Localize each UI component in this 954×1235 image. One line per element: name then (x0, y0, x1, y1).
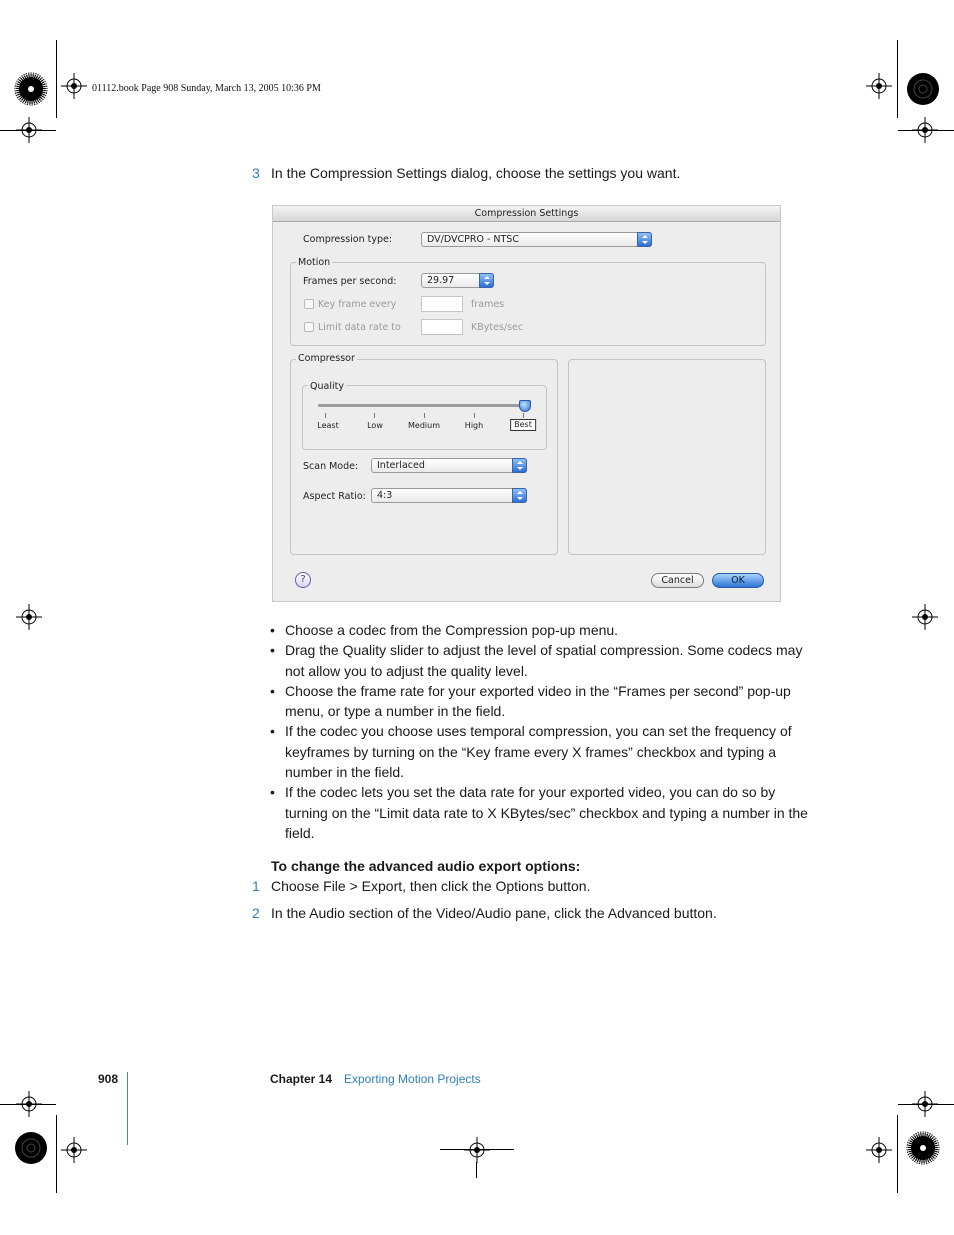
fps-popup[interactable] (421, 273, 494, 288)
crosshair-registration-icon (866, 73, 892, 99)
compressor-group-title: Compressor (298, 353, 355, 364)
scan-mode-value: Interlaced (377, 460, 425, 471)
quality-tick (523, 413, 524, 418)
book-header-line: 01112.book Page 908 Sunday, March 13, 2005 10:36 PM (92, 83, 321, 94)
list-item: • Drag the Quality slider to adjust the level of spatial compression. Some codecs may not allow you to adjust the quality level. (270, 640, 820, 681)
aspect-ratio-label: Aspect Ratio: (303, 491, 366, 502)
quality-tick (424, 413, 425, 418)
quality-slider-thumb[interactable] (519, 400, 531, 412)
list-item: • If the codec lets you set the data rate for your exported video, you can do so by turning on the “Limit data rate to X KBytes/sec” checkbox and typing a number in the field. (270, 782, 820, 843)
bullet-list (270, 620, 820, 843)
limit-data-rate-label: Limit data rate to (318, 322, 401, 333)
step-number: 3 (252, 165, 260, 181)
chapter-title: Exporting Motion Projects (344, 1072, 481, 1086)
limit-data-rate-unit: KBytes/sec (471, 322, 524, 333)
section-subhead: To change the advanced audio export options: (271, 858, 581, 874)
limit-data-rate-checkbox[interactable] (304, 322, 314, 332)
popup-arrows-icon (637, 232, 652, 247)
quality-tick (474, 413, 475, 418)
ok-button[interactable]: OK (712, 573, 764, 588)
quality-tick-label-medium: Medium (408, 421, 440, 430)
starburst-registration-icon (14, 72, 48, 106)
compression-type-popup[interactable] (421, 232, 652, 247)
key-frame-label: Key frame every (318, 299, 397, 310)
scan-mode-popup[interactable] (371, 458, 527, 473)
quality-tick-label-best: Best (510, 419, 536, 431)
starburst-registration-icon (906, 72, 940, 106)
dialog-title: Compression Settings (273, 206, 780, 222)
key-frame-checkbox[interactable] (304, 299, 314, 309)
list-item: • Choose a codec from the Compression pop-up menu. (270, 620, 820, 640)
help-icon: ? (300, 574, 306, 585)
quality-group-title: Quality (310, 381, 344, 392)
crop-mark (897, 40, 898, 118)
crosshair-registration-icon (912, 1091, 938, 1117)
aspect-ratio-popup[interactable] (371, 488, 527, 503)
key-frame-unit: frames (471, 299, 505, 310)
step-text: In the Compression Settings dialog, choose the settings you want. (271, 165, 681, 181)
page-number: 908 (98, 1072, 119, 1086)
starburst-registration-icon (906, 1131, 940, 1165)
limit-data-rate-input[interactable] (421, 319, 463, 335)
quality-slider-track[interactable] (318, 404, 526, 407)
crop-mark (56, 40, 57, 118)
crop-mark (56, 1115, 57, 1193)
footer-divider (127, 1072, 128, 1145)
crosshair-registration-icon (16, 1091, 42, 1117)
crop-mark (897, 1115, 898, 1193)
chapter-label: Chapter 14 (270, 1072, 333, 1086)
step-text: In the Audio section of the Video/Audio pane, click the Advanced button. (271, 905, 717, 921)
codec-options-panel (568, 359, 766, 555)
quality-tick (374, 413, 375, 418)
quality-tick-label-least: Least (317, 421, 339, 430)
crop-mark (440, 1149, 514, 1150)
quality-tick-label-low: Low (367, 421, 383, 430)
crosshair-registration-icon (464, 1137, 490, 1163)
popup-arrows-icon (512, 458, 527, 473)
quality-tick (325, 413, 326, 418)
step-number: 1 (252, 878, 260, 894)
motion-group-title: Motion (298, 257, 331, 268)
cancel-button[interactable]: Cancel (651, 573, 704, 588)
popup-arrows-icon (479, 273, 494, 288)
compression-type-value: DV/DVCPRO - NTSC (427, 234, 519, 245)
crosshair-registration-icon (912, 604, 938, 630)
quality-tick-label-high: High (464, 421, 484, 430)
crosshair-registration-icon (61, 73, 87, 99)
crosshair-registration-icon (16, 604, 42, 630)
help-button[interactable] (295, 572, 311, 588)
list-item: • Choose the frame rate for your exported video in the “Frames per second” pop-up menu, or type a number in the field. (270, 681, 820, 722)
crosshair-registration-icon (912, 117, 938, 143)
fps-label: Frames per second: (303, 276, 397, 287)
list-item: • If the codec you choose uses temporal compression, you can set the frequency of keyframes by turning on the “Key frame every X frames” checkbox and typing a number in the field. (270, 721, 820, 782)
popup-arrows-icon (512, 488, 527, 503)
step-text: Choose File > Export, then click the Options button. (271, 878, 591, 894)
key-frame-input[interactable] (421, 296, 463, 312)
compression-type-label: Compression type: (303, 234, 393, 245)
fps-value: 29.97 (427, 275, 455, 286)
aspect-ratio-value: 4:3 (377, 490, 393, 501)
crosshair-registration-icon (61, 1137, 87, 1163)
step-number: 2 (252, 905, 260, 921)
crop-mark (476, 1162, 477, 1178)
starburst-registration-icon (14, 1131, 48, 1165)
crosshair-registration-icon (866, 1137, 892, 1163)
scan-mode-label: Scan Mode: (303, 461, 359, 472)
crosshair-registration-icon (16, 117, 42, 143)
compression-settings-dialog (272, 205, 781, 602)
